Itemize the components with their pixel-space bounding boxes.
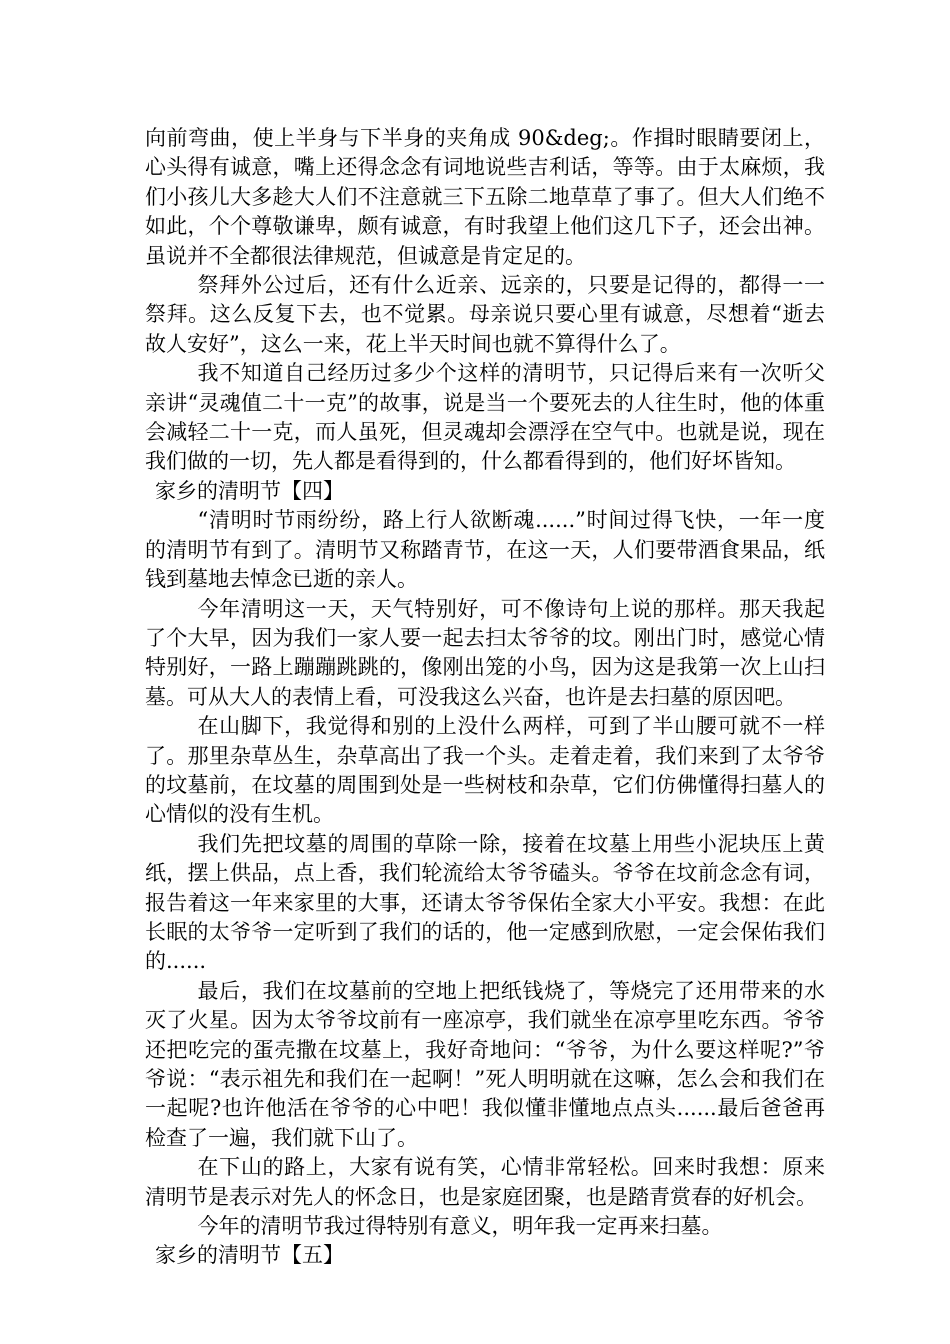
paragraph-qingming-poem: “清明时节雨纷纷，路上行人欲断魂......”时间过得飞快，一年一度的清明节有到了。清明节又称踏青节，在这一天，人们要带酒食果品，纸钱到墓地去悼念已逝的亲人。 — [145, 508, 825, 592]
paragraph-soul-story: 我不知道自己经历过多少个这样的清明节，只记得后来有一次听父亲讲“灵魂值二十一克”的故事，说是当一个要死去的人往生时，他的体重会减轻二十一克，而人虽死，但灵魂却会漂浮在空气中。也就是说，现在我们做的一切，先人都是看得到的，什么都看得到的，他们好坏皆知。 — [145, 361, 825, 474]
section-heading-4: 家乡的清明节【四】 — [155, 478, 344, 503]
document-page — [145, 124, 825, 1271]
paragraph-mountain: 在山脚下，我觉得和别的上没什么两样，可到了半山腰可就不一样了。那里杂草丛生，杂草高出了我一个头。走着走着，我们来到了太爷爷的坟墓前，在坟墓的周围到处是一些树枝和杂草，它们仿佛懂得扫墓人的心情似的没有生机。 — [145, 714, 825, 827]
paragraph-worship-bow: 向前弯曲，使上半身与下半身的夹角成 90&deg;。作揖时眼睛要闭上，心头得有诚意，嘴上还得念念有词地说些吉利话，等等。由于太麻烦，我们小孩儿大多趁大人们不注意就三下五除二地草草了事了。但大人们绝不如此，个个尊敬谦卑，颇有诚意，有时我望上他们这几下子，还会出神。虽说并不全都很法律规范，但诚意是肯定足的。 — [145, 126, 825, 268]
section-heading-5: 家乡的清明节【五】 — [155, 1243, 344, 1268]
paragraph-clear-grave: 我们先把坟墓的周围的草除一除，接着在坟墓上用些小泥块压上黄纸，摆上供品，点上香，我们轮流给太爷爷磕头。爷爷在坟前念念有词，报告着这一年来家里的大事，还请太爷爷保佑全家大小平安。我想：在此长眠的太爷爷一定听到了我们的话的，他一定感到欣慰，一定会保佑我们的...... — [145, 831, 825, 974]
paragraph-conclusion: 今年的清明节我过得特别有意义，明年我一定再来扫墓。 — [197, 1214, 723, 1239]
paragraph-burn-paper: 最后，我们在坟墓前的空地上把纸钱烧了，等烧完了还用带来的水灭了火星。因为太爷爷坟前有一座凉亭，我们就坐在凉亭里吃东西。爷爷还把吃完的蛋壳撒在坟墓上，我好奇地问：“爷爷，为什么要这样呢?”爷爷说：“表示祖先和我们在一起啊！”死人明明就在这嘛，怎么会和我们在一起呢?也许他活在爷爷的心中吧！我似懂非懂地点点头......最后爸爸再检查了一遍，我们就下山了。 — [145, 978, 825, 1150]
paragraph-worship-relatives: 祭拜外公过后，还有什么近亲、远亲的，只要是记得的，都得一一祭拜。这么反复下去，也不觉累。母亲说只要心里有诚意，尽想着“逝去故人安好”，这么一来，花上半天时间也就不算得什么了。 — [145, 273, 825, 356]
paragraph-good-weather: 今年清明这一天，天气特别好，可不像诗句上说的那样。那天我起了个大早，因为我们一家人要一起去扫太爷爷的坟。刚出门时，感觉心情特别好，一路上蹦蹦跳跳的，像刚出笼的小鸟，因为这是我第一次上山扫墓。可从大人的表情上看，可没我这么兴奋，也许是去扫墓的原因吧。 — [145, 596, 825, 709]
paragraph-way-down: 在下山的路上，大家有说有笑，心情非常轻松。回来时我想：原来清明节是表示对先人的怀念日，也是家庭团聚，也是踏青赏春的好机会。 — [145, 1155, 825, 1209]
